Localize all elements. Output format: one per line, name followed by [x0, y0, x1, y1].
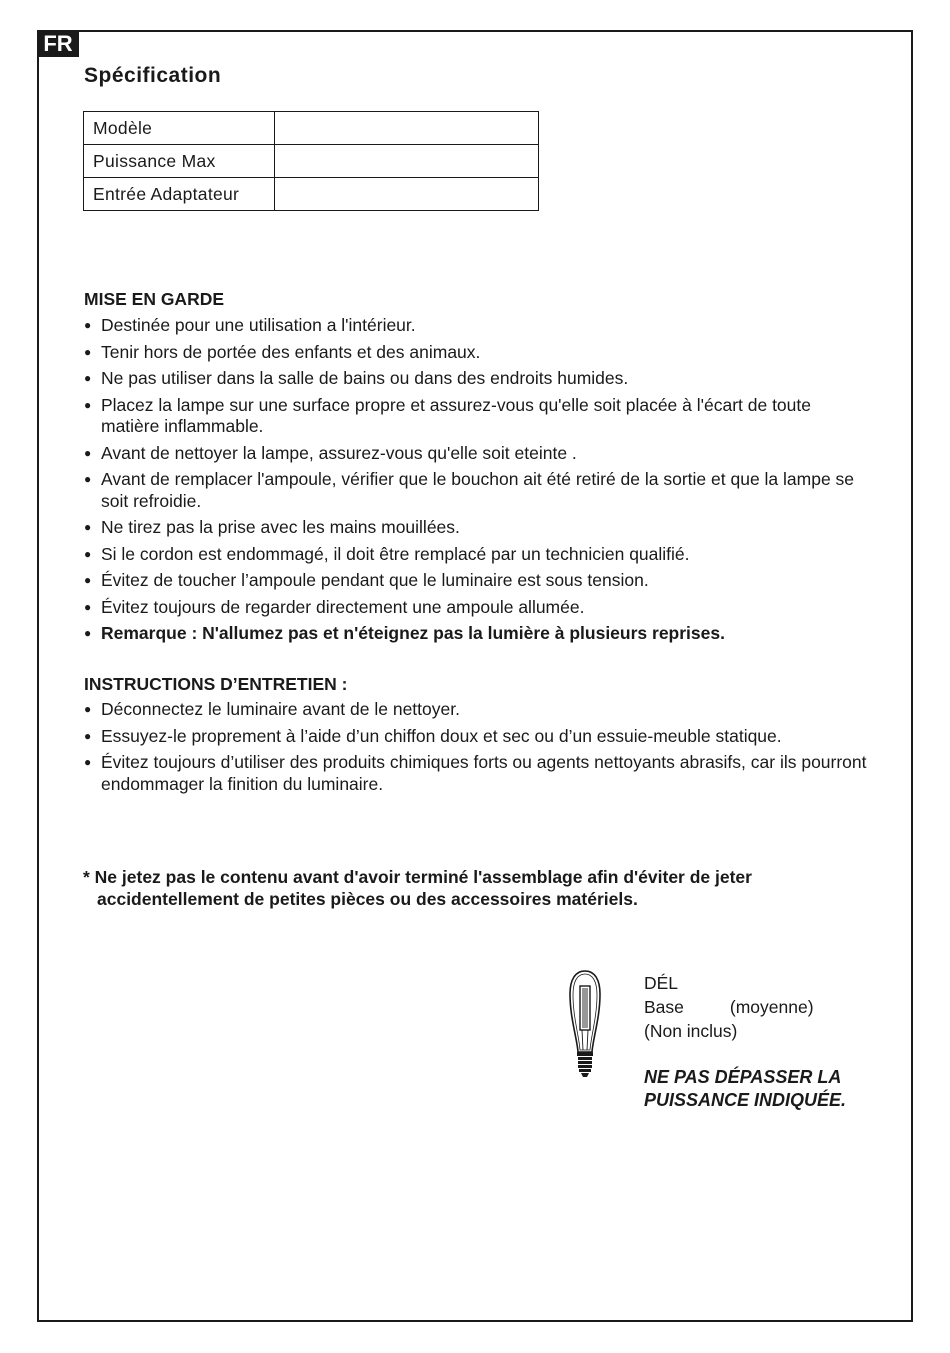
maintenance-heading: INSTRUCTIONS D’ENTRETIEN : — [84, 674, 348, 694]
list-item: ● Déconnectez le luminaire avant de le nettoyer. — [84, 699, 884, 721]
list-item: ● Si le cordon est endommagé, il doit être remplacé par un technicien qualifié. — [84, 544, 884, 566]
list-item: ● Ne tirez pas la prise avec les mains mouillées. — [84, 517, 884, 539]
list-item: ● Placez la lampe sur une surface propre et assurez-vous qu'elle soit placée à l'écart de toute matière inflammable. — [84, 395, 884, 438]
spec-label: Puissance Max — [84, 145, 275, 178]
wattage-warning — [644, 1066, 846, 1112]
spec-value — [275, 178, 539, 211]
bulb-base-label: Base — [644, 997, 684, 1017]
spec-label: Modèle — [84, 112, 275, 145]
language-tag: FR — [37, 31, 79, 57]
maintenance-list — [84, 699, 884, 800]
list-item: ● Évitez toujours de regarder directement une ampoule allumée. — [84, 597, 884, 619]
warnings-heading: MISE EN GARDE — [84, 289, 225, 309]
bulb-not-included: (Non inclus) — [644, 1021, 738, 1041]
list-item: ● Remarque : N'allumez pas et n'éteignez pas la lumière à plusieurs reprises. — [84, 623, 884, 645]
spec-value — [275, 112, 539, 145]
list-item: ● Essuyez-le proprement à l’aide d’un chiffon doux et sec ou d’un essuie-meuble statique. — [84, 726, 884, 748]
list-item: ● Tenir hors de portée des enfants et des animaux. — [84, 342, 884, 364]
table-row — [84, 178, 539, 211]
wattage-warning-line: PUISSANCE INDIQUÉE. — [644, 1090, 847, 1110]
spec-value — [275, 145, 539, 178]
page-title: Spécification — [84, 64, 222, 87]
spec-label: Entrée Adaptateur — [84, 178, 275, 211]
table-row — [84, 112, 539, 145]
list-item: ● Ne pas utiliser dans la salle de bains ou dans des endroits humides. — [84, 368, 884, 390]
wattage-warning-line: NE PAS DÉPASSER LA — [644, 1067, 842, 1087]
list-item: ● Évitez toujours d’utiliser des produits chimiques forts ou agents nettoyants abrasifs, car ils pourront endommager la finition du luminaire. — [84, 752, 884, 795]
list-item: ● Avant de remplacer l'ampoule, vérifier que le bouchon ait été retiré de la sortie et que la lampe se soit refroidie. — [84, 469, 884, 512]
table-row — [84, 145, 539, 178]
list-item: ● Destinée pour une utilisation a l'intérieur. — [84, 315, 884, 337]
warnings-list — [84, 315, 884, 650]
list-item: ● Évitez de toucher l’ampoule pendant que le luminaire est sous tension. — [84, 570, 884, 592]
spec-table — [83, 111, 539, 211]
bulb-base-size: (moyenne) — [729, 997, 814, 1017]
edison-bulb-icon — [566, 968, 604, 1080]
assembly-note: * Ne jetez pas le contenu avant d'avoir terminé l'assemblage afin d'éviter de jeter accidentellement de petites pièces ou des accessoires matériels. — [83, 867, 752, 909]
bulb-base — [644, 995, 814, 1019]
list-item: ● Avant de nettoyer la lampe, assurez-vous qu'elle soit eteinte . — [84, 443, 884, 465]
bulb-info — [644, 971, 814, 1043]
bulb-type: DÉL — [644, 973, 679, 993]
